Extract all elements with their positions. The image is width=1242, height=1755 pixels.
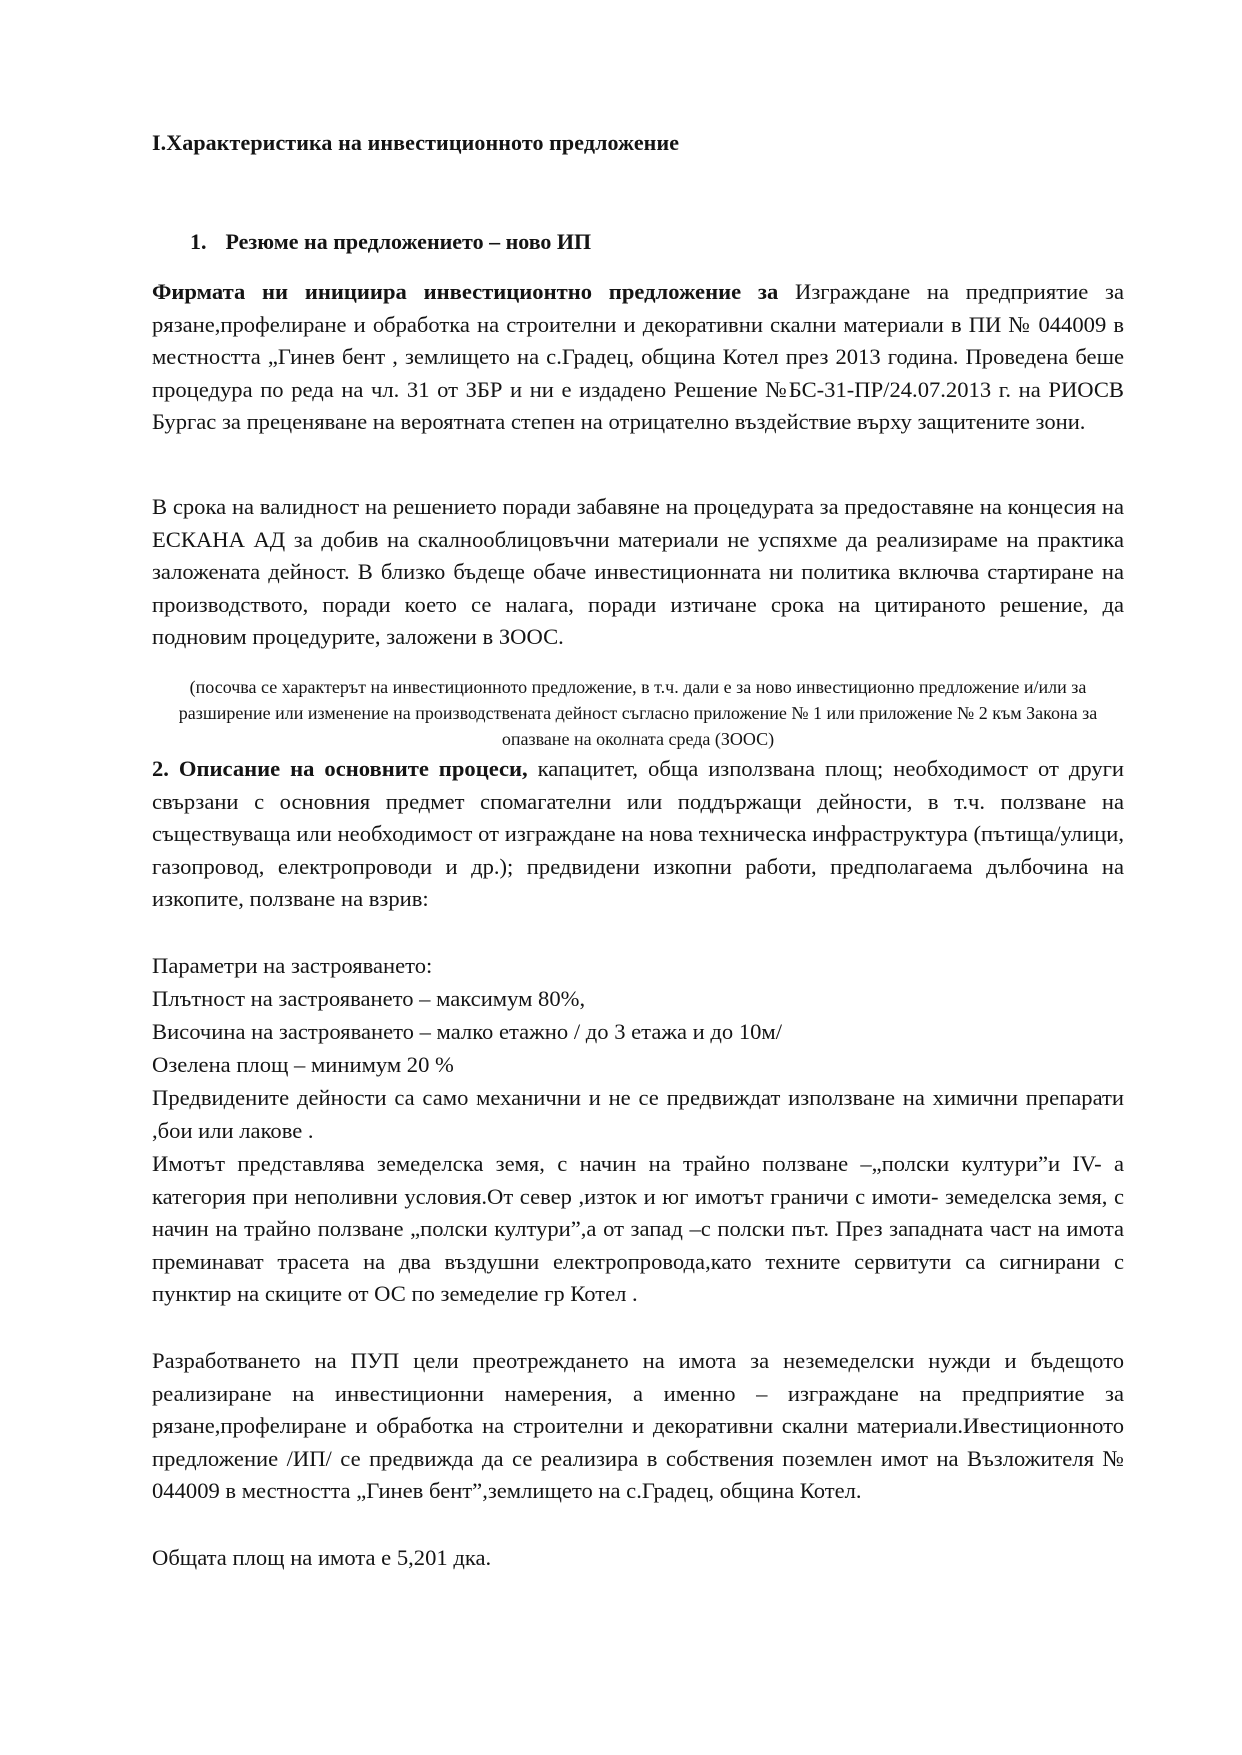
section-1-number: 1. <box>190 229 207 254</box>
summary-lead: Фирмата ни инициира инвестиционтно предложение за <box>152 279 779 304</box>
instruction-note: (посочва се характерът на инвестиционното предложение, в т.ч. дали е за ново инвестиционно предложение и/или за разширение или изменение на производствената дейност съгласно приложение № 1 или приложение № 2 към Закона за опазване на околната среда (ЗООС) <box>178 677 1098 749</box>
section-1-title: Резюме на предложението – ново ИП <box>225 229 592 254</box>
param-height: Височина на застрояването – малко етажно / до 3 етажа и до 10м/ <box>152 1019 782 1044</box>
total-area-line: Общата площ на имота е 5,201 дка. <box>152 1545 492 1570</box>
param-density: Плътност на застрояването – максимум 80%, <box>152 986 586 1011</box>
section-1-heading <box>190 229 591 255</box>
property-paragraph: Имотът представлява земеделска земя, с начин на трайно ползване –„полски култури”и IV- а категория при неполивни условия.От север ,изток и юг имотът граничи с имоти- земеделска земя, с начин на трайно ползване „полски култури”,а от запад –с полски път. През западната част на имота преминават трасета на два въздушни електропровода,като техните сервитути са сигнирани с пунктир на скиците от ОС по земеделие гр Котел . <box>152 1151 1124 1307</box>
section-2-paragraph <box>152 753 1124 916</box>
document-heading: I.Характеристика на инвестиционното предложение <box>152 130 680 155</box>
param-green-area: Озелена площ – минимум 20 % <box>152 1052 454 1077</box>
activities-paragraph: Предвидените дейности са само механични и не се предвиждат използване на химични препарати ,бои или лакове . <box>152 1085 1124 1143</box>
summary-text: Изграждане на предприятие за рязане,профелиране и обработка на строителни и декоративни скални материали в ПИ № 044009 в местността „Гинев бент , землището на с.Градец, община Котел през 2013 година. Проведена беше процедура по реда на чл. 31 от ЗБР и ни е издадено Решение №БС-31-ПР/24.07.2013 г. на РИОСВ Бургас за преценяване на вероятната степен на отрицателно въздействие върху защитените зони. <box>152 279 1124 435</box>
params-title: Параметри на застрояването: <box>152 953 433 978</box>
section-2-text: капацитет, обща използвана площ; необходимост от други свързани с основния предмет спомагателни или поддържащи дейности, в т.ч. ползване на съществуваща или необходимост от изграждане на нова техническа инфраструктура (пътища/улици, газопровод, електропроводи и др.); предвидени изкопни работи, предполагаема дълбочина на изкопите, ползване на взрив: <box>152 756 1124 912</box>
section-2-lead: 2. Описание на основните процеси, <box>152 756 528 781</box>
validity-paragraph: В срока на валидност на решението поради забавяне на процедурата за предоставяне на концесия на ЕСКАНА АД за добив на скалнооблицовъчни материали не успяхме да реализираме на практика заложената дейност. В близко бъдеще обаче инвестиционната ни политика включва стартиране на производството, поради което се налага, поради изтичане срока на цитираното решение, да подновим процедурите, заложени в ЗООС. <box>152 494 1124 650</box>
pup-paragraph: Разработването на ПУП цели преотреждането на имота за неземеделски нужди и бъдещото реализиране на инвестиционни намерения, а именно – изграждане на предприятие за рязане,профелиране и обработка на строителни и декоративни скални материали.Ивестиционното предложение /ИП/ се предвижда да се реализира в собствения поземлен имот на Възложителя № 044009 в местността „Гинев бент”,землището на с.Градец, община Котел. <box>152 1348 1124 1504</box>
summary-paragraph <box>152 276 1124 439</box>
